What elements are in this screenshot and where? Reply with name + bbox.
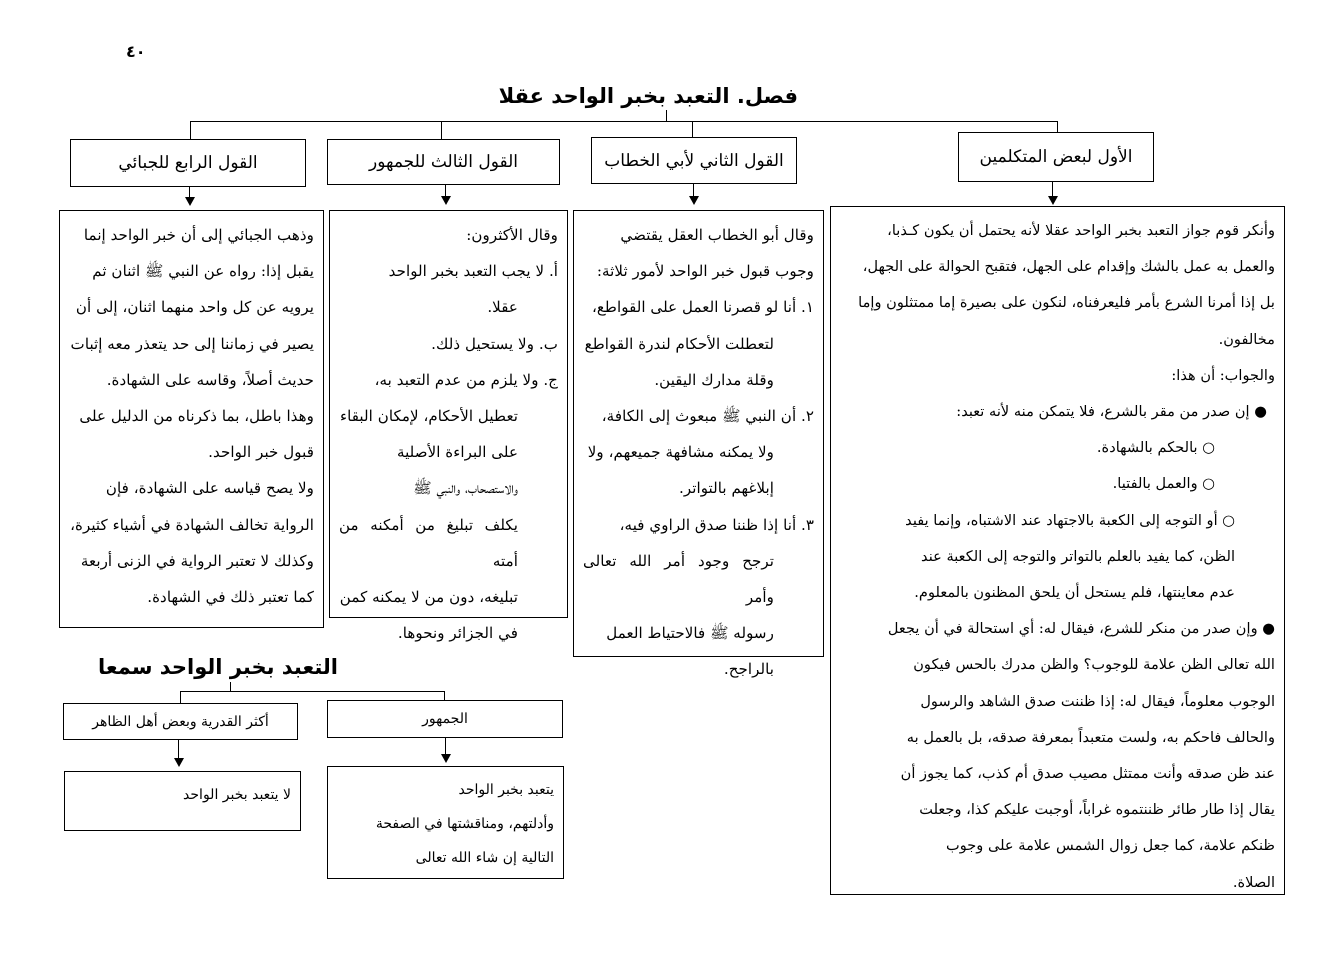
content-second-opinion [573,210,824,679]
text-line: يقبل إذا: رواه عن النبي ﷺ اثنان ثم [92,262,314,281]
header-majority-label: الجمهور [422,711,468,727]
arrow-head-4 [185,197,195,206]
text-line: الظن، كما يفيد بالعلم بالتواتر والتوجه إلى الكعبة عند [921,547,1235,565]
header-majority [327,700,563,738]
tree-branch [190,121,1058,122]
content-third-opinion [329,210,568,643]
tree-drop-3 [441,121,442,139]
sub-bullet-item: ○ بالحكم بالشهادة. [1096,439,1215,457]
text-line: لتعطلت الأحكام لندرة القواطع [584,334,774,353]
title-separator: . [729,84,745,108]
arrow-line-6 [178,740,179,760]
header-third-opinion [327,139,560,185]
text-line: في الجزائر ونحوها. [397,624,518,643]
text-line: إبلاغهم بالتواتر. [679,479,774,498]
text-line: يرويه عن كل واحد منهما اثنان، إلى أن [75,298,314,317]
text-line: لا يتعبد بخبر الواحد [183,787,291,803]
text-line: بالراجح. [723,660,774,679]
arrow-head-3 [441,196,451,205]
bullet-item: ● إن صدر من مقر بالشرع، فلا يتمكن منه لأنه تعبد: [956,403,1267,421]
page-number: ٤٠ [126,42,146,61]
text-line: عدم معاينتها، فلم يستحل أن يلحق المظنون بالمعلوم. [914,584,1235,602]
text-line: التالية إن شاء الله تعالى [415,850,554,866]
title-main: التعبد بخبر الواحد عقلا [498,84,730,108]
text-line: والاستصحاب، والنبي ﷺ [413,479,518,498]
list-item: ٢. أن النبي ﷺ مبعوث إلى الكافة، [601,407,814,426]
arrow-head-1 [1048,196,1058,205]
text-line: حديث أصلاً، وقاسه على الشهادة. [106,370,314,389]
text-line: رسوله ﷺ فالاحتياط العمل [606,624,774,643]
tree-drop-2 [692,121,693,137]
text-line: وأنكر قوم جواز التعبد بخبر الواحد عقلا لأنه يحتمل أن يكون كـذبا، [887,222,1275,239]
text-line: كما تعتبر ذلك في الشهادة. [147,588,314,607]
arrow-head-2 [689,196,699,205]
title-prefix: فصل [744,84,798,108]
sub-bullet-item: ○ والعمل بالفتيا. [1112,475,1215,493]
text-line: والعمل به عمل بالشك وإقدام على الجهل، فتقبح الحوالة على الجهل، [862,258,1275,276]
header-qadariyya-label: أكثر القدرية وبعض أهل الظاهر [92,713,269,730]
page-title [498,84,798,108]
text-line: وجوب قبول خبر الواحد لأمور ثلاثة: [596,262,814,281]
text-line: وكذلك لا تعتبر الرواية في الزنى أربعة [80,551,314,570]
arrow-head-5 [441,754,451,763]
header-first-label: الأول لبعض المتكلمين [979,147,1133,167]
text-line: يقال إذا طار طائر ظننتموه غراباً، أوجبت عليكم كذا، وجعلت [919,801,1275,819]
text-line: ترجح وجود أمر الله تعالى وأمر [583,551,774,607]
text-line: تعطيل الأحكام، لإمكان البقاء [339,407,518,426]
text-line: عقلا. [487,298,518,317]
text-line: مخالفون. [1218,330,1275,348]
text-line: يكلف تبليغ من أمكنه من أمته [339,515,518,570]
list-item: ب. ولا يستحيل ذلك. [431,334,558,353]
header-second-label: القول الثاني لأبي الخطاب [604,150,784,171]
text-line: ولا يصح قياسه على الشهادة، فإن [105,479,314,498]
text-line: على البراءة الأصلية [396,443,518,462]
text-line: الوجوب معلوماً، فيقال له: إذا ظننت صدق الشاهد والرسول [920,692,1275,710]
header-first-opinion [958,132,1154,182]
list-item: ١. أنا لو قصرنا العمل على القواطع، [591,298,814,317]
header-fourth-opinion [70,139,306,187]
text-line: قبول خبر الواحد. [208,443,314,462]
text-line: عند ظن صدقه وأنت ممتثل مصيب صدق أم كذب، كما يجوز أن [900,765,1275,783]
content-first-opinion [830,206,1285,895]
text-line: يصير في زماننا إلى حد يتعذر معه إثبات [70,334,314,353]
text-line: وقال أبو الخطاب العقل يقتضي [620,226,814,244]
text-line: الصلاة. [1232,873,1275,891]
sub-bullet-item: ○ أو التوجه إلى الكعبة بالاجتهاد عند الاشتباه، وإنما يفيد [905,511,1235,529]
header-second-opinion [591,137,797,184]
text-line: والحالف فاحكم به، ولست متعبداً بمعرفة صدقه، بل بالعمل به [906,728,1275,746]
header-third-label: القول الثالث للجمهور [369,152,518,172]
arrow-head-6 [174,758,184,767]
text-line: وهذا باطل، بما ذكرناه من الدليل على [79,407,314,426]
text-line: يتعبد بخبر الواحد [458,782,554,798]
section2-branch [180,691,445,692]
text-line: بل إذا أمرنا الشرع بأمر فليعرفناه، لنكون على بصيرة إما ممتثلون وإما [858,294,1275,312]
text-line: الله تعالى الظن علامة للوجوب؟ والظن مدرك بالحس فيكون [913,656,1275,674]
content-fourth-opinion [59,210,324,628]
content-qadariyya [64,771,301,831]
text-line: وقال الأكثرون: [466,226,558,244]
section2-drop-1 [180,691,181,703]
text-line: تبليغه، دون من لا يمكنه كمن [339,588,518,607]
bullet-item: ● وإن صدر من منكر للشرع، فيقال له: أي استحالة في أن يجعل [887,620,1275,638]
text-line: وذهب الجبائي إلى أن خبر الواحد إنما [83,226,314,244]
text-line: والجواب: أن هذا: [1171,366,1275,384]
header-fourth-label: القول الرابع للجبائي [118,153,258,173]
text-line: الرواية تخالف الشهادة في أشياء كثيرة، [70,515,314,534]
list-item: أ. لا يجب التعبد بخبر الواحد [388,262,558,281]
text-line: ظنكم علامة، كما جعل زوال الشمس علامة على وجوب [945,837,1275,855]
tree-drop-4 [190,121,191,139]
text-line: ولا يمكنه مشافهة جميعهم، ولا [587,443,774,462]
tree-drop-1 [1057,121,1058,132]
text-line: وأدلتهم، ومناقشتها في الصفحة [375,816,554,832]
list-item: ج. ولا يلزم من عدم التعبد به، [374,370,558,389]
list-item: ٣. أنا إذا ظننا صدق الراوي فيه، [619,515,814,534]
text-line: وقلة مدارك اليقين. [654,370,774,389]
section2-title: التعبد بخبر الواحد سمعا [98,655,338,679]
header-qadariyya [63,703,298,740]
content-majority [327,766,564,879]
